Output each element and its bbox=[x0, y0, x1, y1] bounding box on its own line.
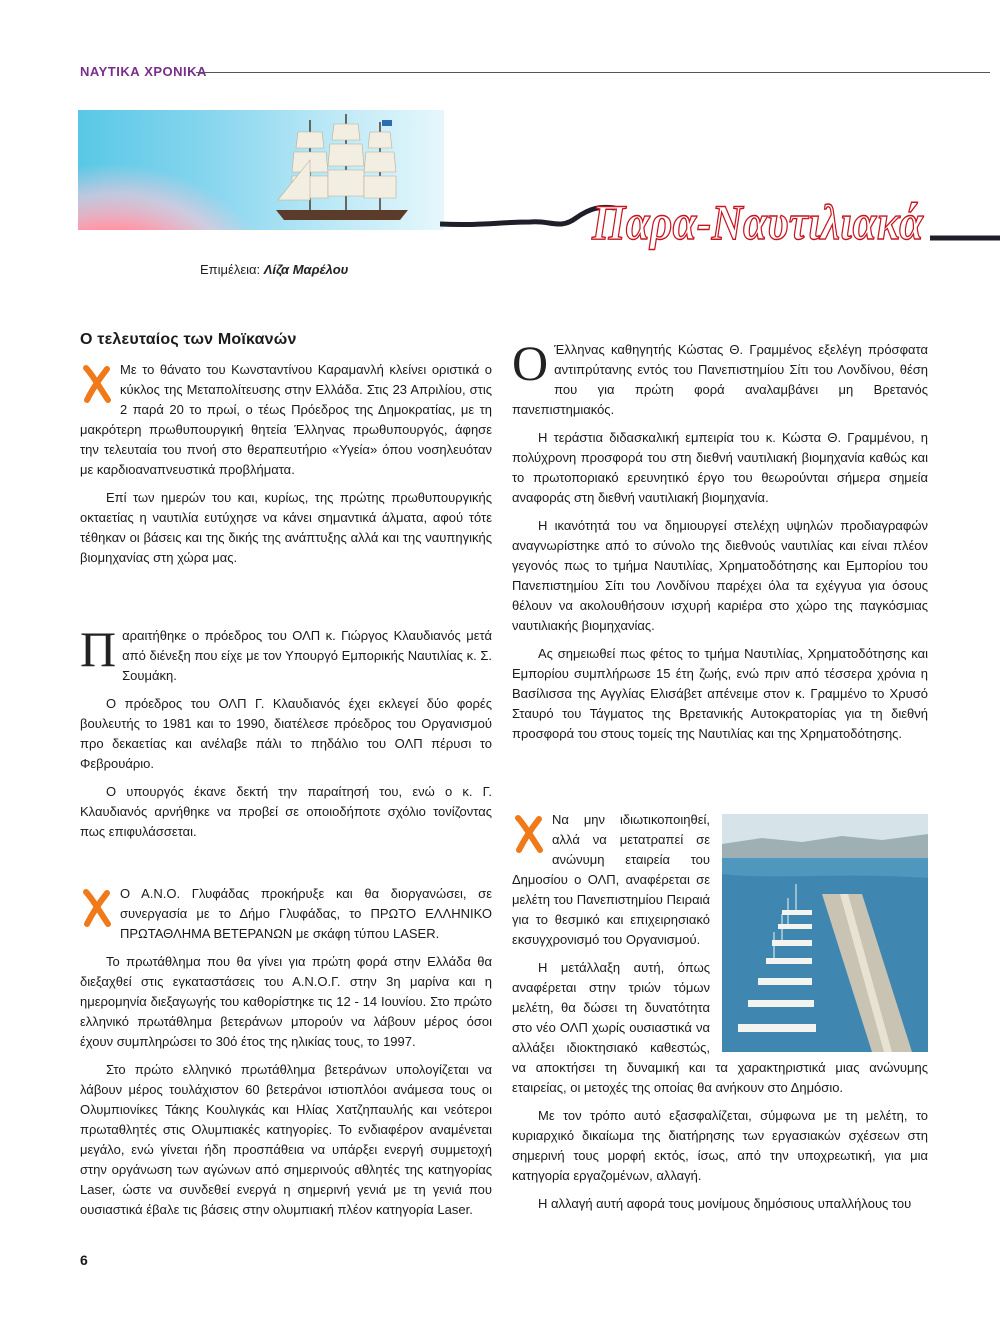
article3-paragraph-3: Στο πρώτο ελληνικό πρωτάθλημα βετεράνων υπολογίζεται να λάβουν μέρος τουλάχιστον 60 βετεράνοι ιστιοπλόοι ανάμεσα τους οι Ολυμπιονίκες Τάκης Κουλιγκάς και Ηλίας Χατζηπαυλής και νεότεροι πρωταθλητές στις Ολυμπιακές κατηγορίες. Το ενδιαφέρον αναμένεται μεγάλο, ενώ γίνεται ήδη προσπάθεια να υπάρξει ενεργή συμμετοχή στην οργάνωση των αγώνων από σημερινούς αθλητές της κατηγορίας Laser, ώστε να συνδεθεί ενεργά η σημερινή γενιά με τη γενιά που ουσιαστικά έβαλε τις βάσεις στην ολυμπιακή πλέον κατηγορία Laser. bbox=[80, 1062, 492, 1217]
article5-paragraph-4: Η αλλαγή αυτή αφορά τους μονίμους δημόσιους υπαλλήλους του bbox=[538, 1196, 912, 1211]
article3-paragraph: Ο Α.Ν.Ο. Γλυφάδας προκήρυξε και θα διοργανώσει, σε συνεργασία με το Δήμο Γλυφάδας, το ΠΡΩΤΟ ΕΛΛΗΝΙΚΟ ΠΡΩΤΑΘΛΗΜΑ ΒΕΤΕΡΑΝΩΝ με σκάφη τύπου LASER. bbox=[80, 884, 492, 944]
article3-paragraph-2: Το πρωτάθλημα που θα γίνει για πρώτη φορά στην Ελλάδα θα διεξαχθεί στις εγκαταστάσεις του Α.Ν.Ο.Γ. στην 3η μαρίνα και η ημερομηνία διεξαγωγής του καθορίστηκε τις 12 - 14 Ιουνίου. Στο πρώτο ελληνικό πρωτάθλημα βετεράνων μπορούν να λάβουν μέρος όσοι έχουν συμπληρώσει το 30ό έτος της ηλικίας τους, το 1997. bbox=[80, 954, 492, 1049]
editor-name: Λίζα Μαρέλου bbox=[263, 262, 349, 277]
section-title-art: Παρα-Ναυτιλιακά bbox=[592, 194, 924, 250]
article2-paragraph-2: Ο πρόεδρος του ΟΛΠ Γ. Κλαυδιανός έχει εκλεγεί δύο φορές βουλευτής το 1981 και το 1990, διατέλεσε πρόεδρος του Οργανισμού προ δεκαετίας και ανέλαβε πάλι το πηδάλιο του ΟΛΠ πέρυσι το Φεβρουάριο. bbox=[80, 696, 492, 771]
running-head: ΝΑΥΤΙΚΑ ΧΡΟΝΙΚΑ bbox=[80, 64, 207, 79]
dropcap: Ο bbox=[512, 335, 549, 391]
article4-paragraph-3: Η ικανότητά του να δημιουργεί στελέχη υψηλών προδιαγραφών αναγνωρίστηκε από το σύνολο της διεθνούς ναυτιλίας και είναι πλέον γεγονός πως το τμήμα Ναυτιλίας, Χρηματοδότησης και Εμπορίου του Πανεπιστημίου Σίτι του Λονδίνου παρέχει όλα τα εχέγγυα για όσους θέλουν να ακολουθήσουν ισχυρή καριέρα στο χώρο της παγκόσμιας ναυτιλιακής βιομηχανίας. bbox=[512, 518, 928, 633]
article2-paragraph: Π αραιτήθηκε ο πρόεδρος του ΟΛΠ κ. Γιώργος Κλαυδιανός μετά από διένεξη που είχε με τον Υπουργό Εμπορικής Ναυτιλίας κ. Σ. Σουμάκη. bbox=[80, 621, 492, 683]
sun-ship-artwork bbox=[78, 110, 444, 230]
right-column bbox=[512, 335, 928, 1222]
left-column bbox=[80, 330, 492, 1228]
article5-paragraph-3: Με τον τρόπο αυτό εξασφαλίζεται, σύμφωνα με τη μελέτη, το κυριαρχικό δικαίωμα της διατήρησης των εργασιακών σχέσεων στη σημερινή τους μορφή εκτός, ίσως, από την υποχρεωτική, για μια κατηγορία εργαζομένων, αλλαγή. bbox=[512, 1108, 928, 1183]
marina-photo bbox=[722, 814, 928, 1052]
orange-x-icon bbox=[80, 364, 114, 404]
article4-paragraph: Ο Έλληνας καθηγητής Κώστας Θ. Γραμμένος εξελέγη πρόσφατα αντιπρύτανης εντός του Πανεπιστημίου Σίτι του Λονδίνου, θέση που για πρώτη φορά αναλαμβάνει μη Βρετανός πανεπιστημιακός. bbox=[512, 335, 928, 417]
article1-paragraph: Με το θάνατο του Κωνσταντίνου Καραμανλή κλείνει οριστικά ο κύκλος της Μεταπολίτευσης στην Ελλάδα. Στις 23 Απριλίου, στις 2 παρά 20 το πρωί, ο τέως Πρόεδρος της Δημοκρατίας, με τη μακρότερη πρωθυπουργική θητεία Έλληνας πρωθυπουργός, άφησε την τελευταία του πνοή στο θεραπευτήριο «Υγεία» όπου νοσηλευόταν με καρδιοαναπνευστικά προβλήματα. bbox=[80, 362, 492, 477]
article4-paragraph-4: Ας σημειωθεί πως φέτος το τμήμα Ναυτιλίας, Χρηματοδότησης και Εμπορίου συμπλήρωσε 15 έτη ζωής, ενώ πριν από τέσσερα χρόνια η Βασίλισσα της Αγγλίας Ελισάβετ απένειμε στον κ. Γραμμένο το Χρυσό Σταυρό του Τάγματος της Βρετανικής Αυτοκρατορίας για τη διεθνή προσφορά του στους τομείς της Ναυτιλίας και της Χρηματοδότησης. bbox=[512, 646, 928, 741]
orange-x-icon bbox=[80, 888, 114, 928]
editor-credit bbox=[200, 262, 348, 277]
header-rule bbox=[196, 72, 990, 73]
article-title: Ο τελευταίος των Μοϊκανών bbox=[80, 331, 297, 348]
article5-paragraph: Να μην ιδιωτικοποιηθεί, αλλά να μετατραπεί σε ανώνυμη εταιρεία του Δημοσίου ο ΟΛΠ, αναφέρεται σε μελέτη του Πανεπιστημίου Πειραιά για το θεσμικό και επιχειρησιακό εκσυγχρονισμό του Οργανισμού. bbox=[512, 810, 928, 950]
page-number: 6 bbox=[80, 1252, 88, 1268]
orange-x-icon bbox=[512, 814, 546, 854]
article2-paragraph-3: Ο υπουργός έκανε δεκτή την παραίτησή του, ενώ ο κ. Γ. Κλαυδιανός αρνήθηκε να προβεί σε οποιοδήποτε σχόλιο τονίζοντας πως επιφυλάσσεται. bbox=[80, 784, 492, 839]
article4-paragraph-2: Η τεράστια διδασκαλική εμπειρία του κ. Κώστα Θ. Γραμμένου, η πολύχρονη προσφορά του στη διεθνή ναυτιλιακή βιομηχανία καθώς και το πρωτοποριακό ερευνητικό έργο του θεωρούνται σήμερα σημεία αναφοράς στη διεθνή ναυτιλιακή βιομηχανία. bbox=[512, 430, 928, 505]
marina-image bbox=[722, 814, 928, 1052]
dropcap: Π bbox=[80, 621, 117, 677]
banner-illustration bbox=[78, 110, 444, 230]
editor-label: Επιμέλεια: bbox=[200, 262, 261, 277]
article5-paragraph-2: Η μετάλλαξη αυτή, όπως αναφέρεται στην τριών τόμων μελέτη, θα δώσει τη δυνατότητα στο νέο ΟΛΠ χωρίς ουσιαστικά να αλλάξει ιδιοκτησιακό καθεστώς, να αποκτήσει τη δυναμική και τα χαρακτηριστικά μιας ανώνυμης εταιρείας, οι μετοχές της οποίας θα ανήκουν στο Δημόσιο. bbox=[512, 960, 928, 1095]
article1-paragraph-2: Επί των ημερών του και, κυρίως, της πρώτης πρωθυπουργικής οκταετίας η ναυτιλία ευτύχησε να κάνει σημαντικά άλματα, αφού τότε τέθηκαν οι βάσεις και της δικής της ανάπτυξης αλλά και της ναυπηγικής βιομηχανίας στη χώρα μας. bbox=[80, 490, 492, 565]
